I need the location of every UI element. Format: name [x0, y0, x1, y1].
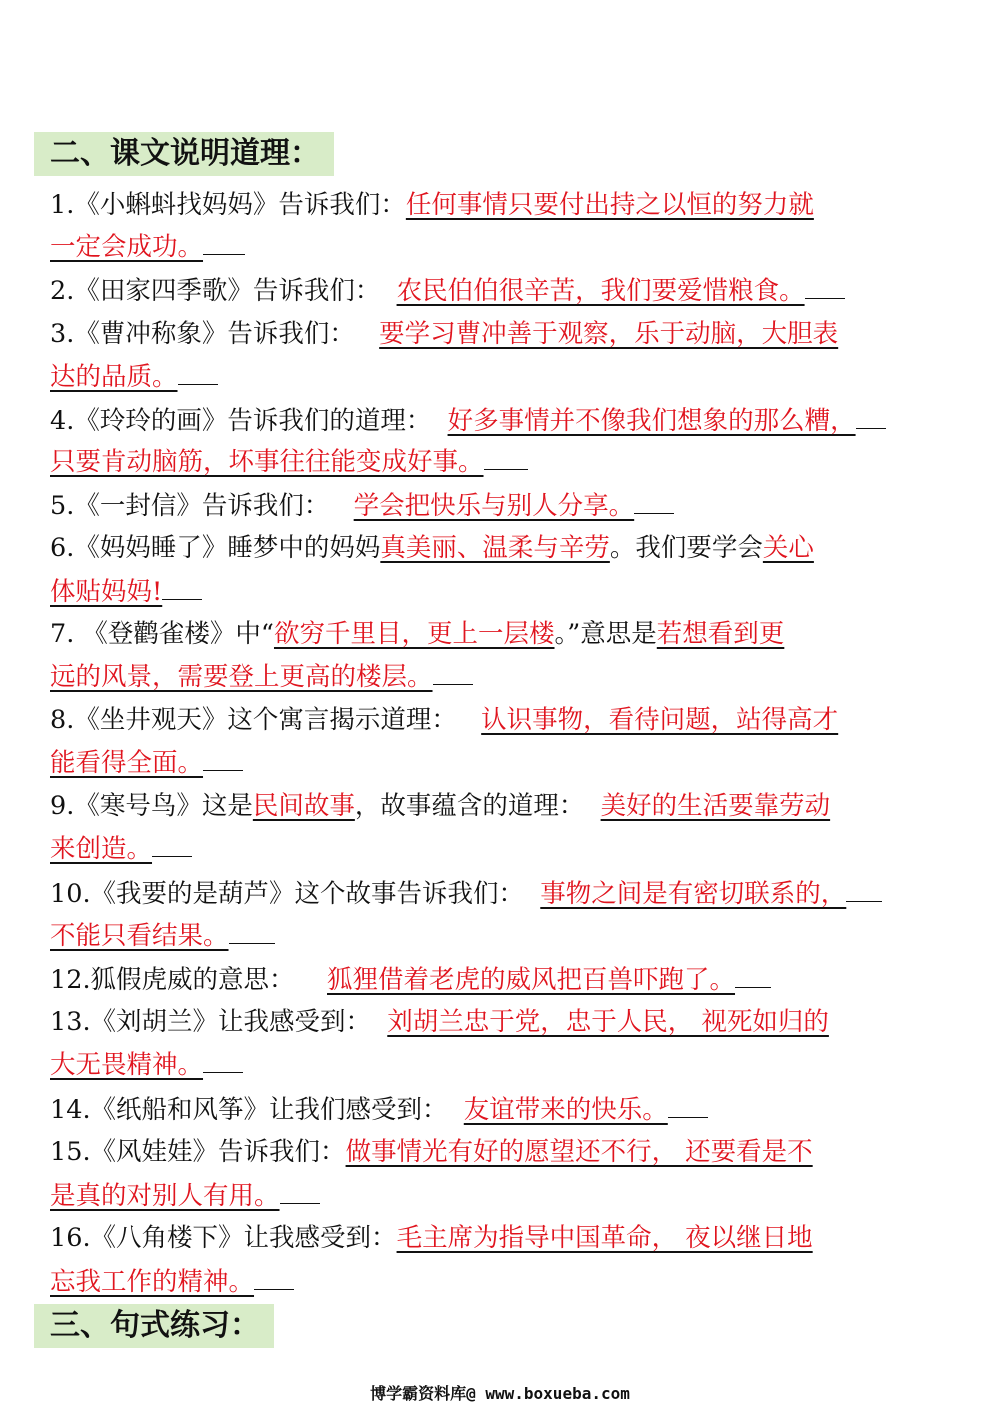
answer-text: 真美丽、温柔与辛劳 — [380, 533, 610, 563]
item-4-line-2 — [50, 443, 528, 479]
answer-text: 不能只看结果。 — [50, 921, 229, 951]
answer-text: 远的风景，需要登上更高的楼层。 — [50, 662, 433, 692]
item-1-line-1: 1.《小蝌蚪找妈妈》告诉我们：任何事情只要付出持之以恒的努力就 — [50, 190, 814, 220]
answer-text: 做事情光有好的愿望还不行， 还要看是不 — [345, 1137, 813, 1167]
item-2-line-1: 2.《田家四季歌》告诉我们： 农民伯伯很辛苦，我们要爱惜粮食。 — [50, 272, 845, 308]
answer-text: 大无畏精神。 — [50, 1050, 204, 1080]
answer-text: 事物之间是有密切联系的， — [540, 879, 847, 909]
item-6-line-1: 6.《妈妈睡了》睡梦中的妈妈真美丽、温柔与辛劳。我们要学会关心 — [50, 533, 814, 563]
item-4-line-1: 4.《玲玲的画》告诉我们的道理： 好多事情并不像我们想象的那么糟， — [50, 402, 886, 438]
answer-text: 民间故事 — [252, 791, 355, 821]
item-15-line-2 — [50, 1177, 320, 1213]
item-7-line-1: 7. 《登鹳雀楼》中“欲穷千里目，更上一层楼。”意思是若想看到更 — [50, 619, 785, 649]
item-6-line-2 — [50, 573, 202, 609]
item-8-line-1: 8.《坐井观天》这个寓言揭示道理： 认识事物，看待问题，站得高才 — [50, 705, 839, 735]
answer-text: 要学习曹冲善于观察，乐于动脑，大胆表 — [379, 319, 839, 349]
item-16-line-1: 16.《八角楼下》让我感受到：毛主席为指导中国革命， 夜以继日地 — [50, 1223, 813, 1253]
item-3-line-1: 3.《曹冲称象》告诉我们： 要学习曹冲善于观察，乐于动脑，大胆表 — [50, 319, 839, 349]
answer-text: 关心 — [762, 533, 814, 563]
item-5-line-1: 5.《一封信》告诉我们： 学会把快乐与别人分享。 — [50, 487, 674, 523]
item-13-line-2 — [50, 1046, 243, 1082]
item-9-line-2 — [50, 830, 192, 866]
answer-text: 欲穷千里目，更上一层楼 — [273, 619, 555, 649]
item-15-line-1: 15.《风娃娃》告诉我们：做事情光有好的愿望还不行， 还要看是不 — [50, 1137, 813, 1167]
answer-text: 毛主席为指导中国革命， 夜以继日地 — [396, 1223, 813, 1253]
answer-text: 体贴妈妈! — [50, 577, 163, 607]
answer-text: 狐狸借着老虎的威风把百兽吓跑了。 — [327, 965, 736, 995]
answer-text: 一定会成功。 — [50, 232, 204, 262]
answer-text: 美好的生活要靠劳动 — [600, 791, 831, 821]
answer-text: 能看得全面。 — [50, 748, 204, 778]
answer-text: 来创造。 — [50, 834, 153, 864]
item-9-line-1: 9.《寒号鸟》这是民间故事，故事蕴含的道理： 美好的生活要靠劳动 — [50, 791, 831, 821]
answer-text: 忘我工作的精神。 — [50, 1267, 255, 1297]
answer-text: 若想看到更 — [656, 619, 785, 649]
item-10-line-1: 10.《我要的是葫芦》这个故事告诉我们： 事物之间是有密切联系的， — [50, 875, 882, 911]
answer-text: 友谊带来的快乐。 — [463, 1095, 668, 1125]
item-8-line-2 — [50, 744, 243, 780]
item-10-line-2 — [50, 917, 275, 953]
section-heading-2: 二、课文说明道理： — [34, 132, 334, 176]
item-1-line-2 — [50, 228, 245, 264]
answer-text: 是真的对别人有用。 — [50, 1181, 280, 1211]
item-12-line-1: 12.狐假虎威的意思： 狐狸借着老虎的威风把百兽吓跑了。 — [50, 961, 771, 997]
item-3-line-2 — [50, 358, 218, 394]
answer-text: 认识事物，看待问题，站得高才 — [481, 705, 839, 735]
item-16-line-2 — [50, 1263, 294, 1299]
answer-text: 任何事情只要付出持之以恒的努力就 — [405, 190, 814, 220]
answer-text: 达的品质。 — [50, 362, 178, 392]
footer-watermark: 博学霸资料库@ www.boxueba.com — [370, 1384, 630, 1403]
item-14-line-1: 14.《纸船和风筝》让我们感受到： 友谊带来的快乐。 — [50, 1091, 708, 1127]
answer-text: 学会把快乐与别人分享。 — [353, 491, 635, 521]
item-7-line-2 — [50, 658, 473, 694]
section-heading-3: 三、句式练习： — [34, 1304, 274, 1348]
answer-text: 只要肯动脑筋，坏事往往能变成好事。 — [50, 447, 484, 477]
answer-text: 刘胡兰忠于党，忠于人民， 视死如归的 — [387, 1007, 829, 1037]
answer-text: 好多事情并不像我们想象的那么糟， — [447, 406, 856, 436]
answer-text: 农民伯伯很辛苦，我们要爱惜粮食。 — [396, 276, 805, 306]
item-13-line-1: 13.《刘胡兰》让我感受到： 刘胡兰忠于党，忠于人民， 视死如归的 — [50, 1007, 829, 1037]
